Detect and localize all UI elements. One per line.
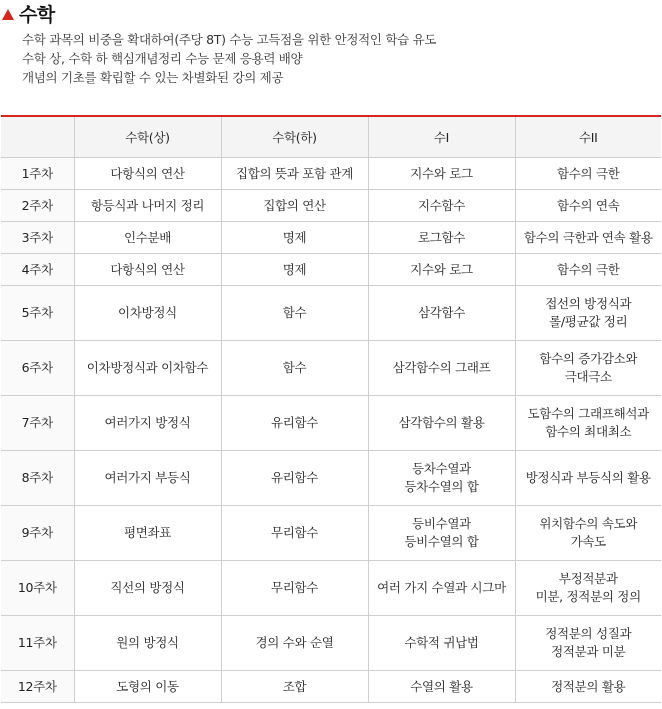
week-cell: 9주차: [1, 506, 74, 561]
week-cell: 11주차: [1, 616, 74, 671]
topic-cell: [368, 671, 515, 703]
topic-cell: [221, 396, 368, 451]
topic-text: 정적분의 성질과: [545, 626, 632, 641]
topic-text: 삼각함수의 그래프: [392, 360, 491, 375]
topic-text: 극대극소: [564, 369, 612, 384]
topic-text: 등차수열과: [412, 461, 471, 476]
topic-text: 함수: [282, 360, 307, 375]
topic-text: 정적분과 미분: [551, 644, 626, 659]
topic-text: 지수함수: [417, 197, 466, 213]
topic-text: 위치함수의 속도와: [539, 516, 638, 531]
topic-cell: [74, 396, 221, 451]
triangle-marker-icon: [2, 9, 14, 20]
topic-cell: [74, 286, 221, 341]
topic-cell: [515, 451, 661, 506]
topic-text: 원의 방정식: [116, 635, 179, 650]
topic-cell: [368, 451, 515, 506]
topic-cell: [221, 616, 368, 671]
topic-text: 평면좌표: [123, 525, 172, 540]
topic-cell: [74, 451, 221, 506]
topic-cell: [221, 506, 368, 561]
table-row: [1, 561, 661, 616]
topic-cell: [368, 286, 515, 341]
topic-cell: [368, 396, 515, 451]
curriculum-table: [1, 115, 661, 703]
topic-cell: [74, 616, 221, 671]
week-cell: 2주차: [1, 190, 74, 222]
topic-text: 경의 수와 순열: [255, 635, 334, 650]
topic-cell: [74, 222, 221, 254]
description-line: 수학 상, 수학 하 핵심개념정리 수능 문제 응용력 배양: [22, 51, 303, 66]
topic-text: 등비수열의 합: [404, 534, 479, 549]
topic-cell: [221, 286, 368, 341]
topic-cell: [74, 158, 221, 190]
topic-text: 다항식의 연산: [110, 261, 185, 277]
topic-text: 미분, 정적분의 정의: [535, 589, 641, 604]
table-row: [1, 341, 661, 396]
week-cell: 5주차: [1, 286, 74, 341]
description: [22, 30, 436, 87]
topic-cell: [515, 616, 661, 671]
topic-text: 가속도: [570, 534, 606, 549]
topic-cell: [515, 286, 661, 341]
week-cell: 7주차: [1, 396, 74, 451]
topic-text: 집합의 뜻과 포함 관계: [236, 165, 353, 181]
topic-text: 지수와 로그: [410, 261, 473, 277]
topic-text: 항등식과 나머지 정리: [90, 197, 205, 213]
topic-text: 도형의 이동: [116, 678, 179, 694]
topic-cell: [515, 190, 661, 222]
topic-text: 무리함수: [270, 580, 319, 595]
topic-cell: [74, 341, 221, 396]
topic-text: 함수의 최대최소: [545, 424, 632, 439]
topic-cell: [221, 451, 368, 506]
topic-cell: [221, 561, 368, 616]
topic-text: 여러 가지 수열과 시그마: [377, 580, 506, 595]
topic-text: 직선의 방정식: [110, 580, 185, 595]
topic-text: 여러가지 부등식: [104, 470, 191, 485]
column-header: 수II: [515, 116, 661, 158]
topic-cell: [515, 506, 661, 561]
section-title: [2, 0, 55, 26]
topic-cell: [515, 341, 661, 396]
table-row: [1, 254, 661, 286]
topic-text: 부정적분과: [558, 571, 618, 586]
week-cell: 3주차: [1, 222, 74, 254]
topic-cell: [74, 254, 221, 286]
topic-text: 여러가지 방정식: [104, 415, 191, 430]
topic-text: 함수의 극한: [556, 165, 620, 181]
topic-text: 정적분의 활용: [551, 678, 626, 694]
topic-text: 함수의 증가감소와: [539, 351, 638, 366]
topic-cell: [368, 158, 515, 190]
topic-text: 명제: [282, 261, 307, 277]
table-row: [1, 671, 661, 703]
topic-text: 유리함수: [270, 470, 319, 485]
week-cell: 12주차: [1, 671, 74, 703]
description-line: 개념의 기초를 확립할 수 있는 차별화된 강의 제공: [22, 70, 284, 85]
topic-text: 함수의 극한과 연속 활용: [523, 229, 653, 245]
column-header: [1, 116, 74, 158]
week-cell: 4주차: [1, 254, 74, 286]
table-row: [1, 190, 661, 222]
topic-cell: [368, 254, 515, 286]
topic-cell: [221, 222, 368, 254]
topic-text: 로그함수: [417, 229, 466, 245]
topic-text: 함수의 연속: [556, 197, 620, 213]
topic-cell: [515, 158, 661, 190]
description-line: 수학 과목의 비중을 확대하여(주당 8T) 수능 고득점을 위한 안정적인 학습 유도: [22, 32, 437, 47]
topic-text: 함수: [282, 305, 307, 320]
table-row: [1, 158, 661, 190]
topic-cell: [515, 671, 661, 703]
topic-cell: [368, 561, 515, 616]
topic-cell: [515, 396, 661, 451]
topic-text: 집합의 연산: [263, 197, 326, 213]
column-header: 수학(상): [74, 116, 221, 158]
topic-text: 인수분배: [123, 229, 172, 245]
topic-cell: [74, 561, 221, 616]
topic-cell: [221, 341, 368, 396]
topic-cell: [368, 222, 515, 254]
topic-text: 삼각함수: [417, 305, 466, 320]
topic-cell: [221, 671, 368, 703]
table-row: [1, 451, 661, 506]
week-cell: 10주차: [1, 561, 74, 616]
topic-text: 롤/평균값 정리: [549, 314, 628, 329]
topic-cell: [368, 616, 515, 671]
topic-cell: [74, 506, 221, 561]
topic-cell: [74, 190, 221, 222]
topic-text: 이차방정식: [118, 305, 177, 320]
topic-text: 수학적 귀납법: [404, 635, 479, 650]
topic-text: 무리함수: [270, 525, 319, 540]
topic-cell: [515, 254, 661, 286]
table-row: [1, 286, 661, 341]
column-header: 수I: [368, 116, 515, 158]
table-row: [1, 616, 661, 671]
table-body: [1, 158, 661, 703]
topic-text: 유리함수: [270, 415, 319, 430]
topic-cell: [515, 222, 661, 254]
page-title: 수학: [19, 3, 55, 26]
topic-text: 지수와 로그: [410, 165, 473, 181]
topic-text: 명제: [282, 229, 307, 245]
week-cell: 1주차: [1, 158, 74, 190]
topic-cell: [515, 561, 661, 616]
topic-text: 다항식의 연산: [110, 165, 185, 181]
topic-text: 조합: [282, 678, 307, 694]
topic-text: 등비수열과: [412, 516, 471, 531]
week-cell: 8주차: [1, 451, 74, 506]
topic-text: 수열의 활용: [410, 678, 473, 694]
topic-text: 등차수열의 합: [404, 479, 479, 494]
topic-text: 접선의 방정식과: [545, 296, 632, 311]
table-row: [1, 506, 661, 561]
table-row: [1, 396, 661, 451]
topic-text: 함수의 극한: [556, 261, 620, 277]
topic-text: 방정식과 부등식의 활용: [525, 470, 651, 485]
topic-cell: [221, 158, 368, 190]
topic-cell: [368, 506, 515, 561]
topic-cell: [221, 254, 368, 286]
topic-text: 이차방정식과 이차함수: [86, 360, 209, 375]
topic-text: 도함수의 그래프해석과: [527, 406, 649, 421]
topic-cell: [74, 671, 221, 703]
week-cell: 6주차: [1, 341, 74, 396]
table-row: [1, 222, 661, 254]
table-header-row: [1, 116, 661, 158]
topic-cell: [368, 190, 515, 222]
topic-cell: [368, 341, 515, 396]
topic-text: 삼각함수의 활용: [398, 415, 485, 430]
topic-cell: [221, 190, 368, 222]
column-header: 수학(하): [221, 116, 368, 158]
